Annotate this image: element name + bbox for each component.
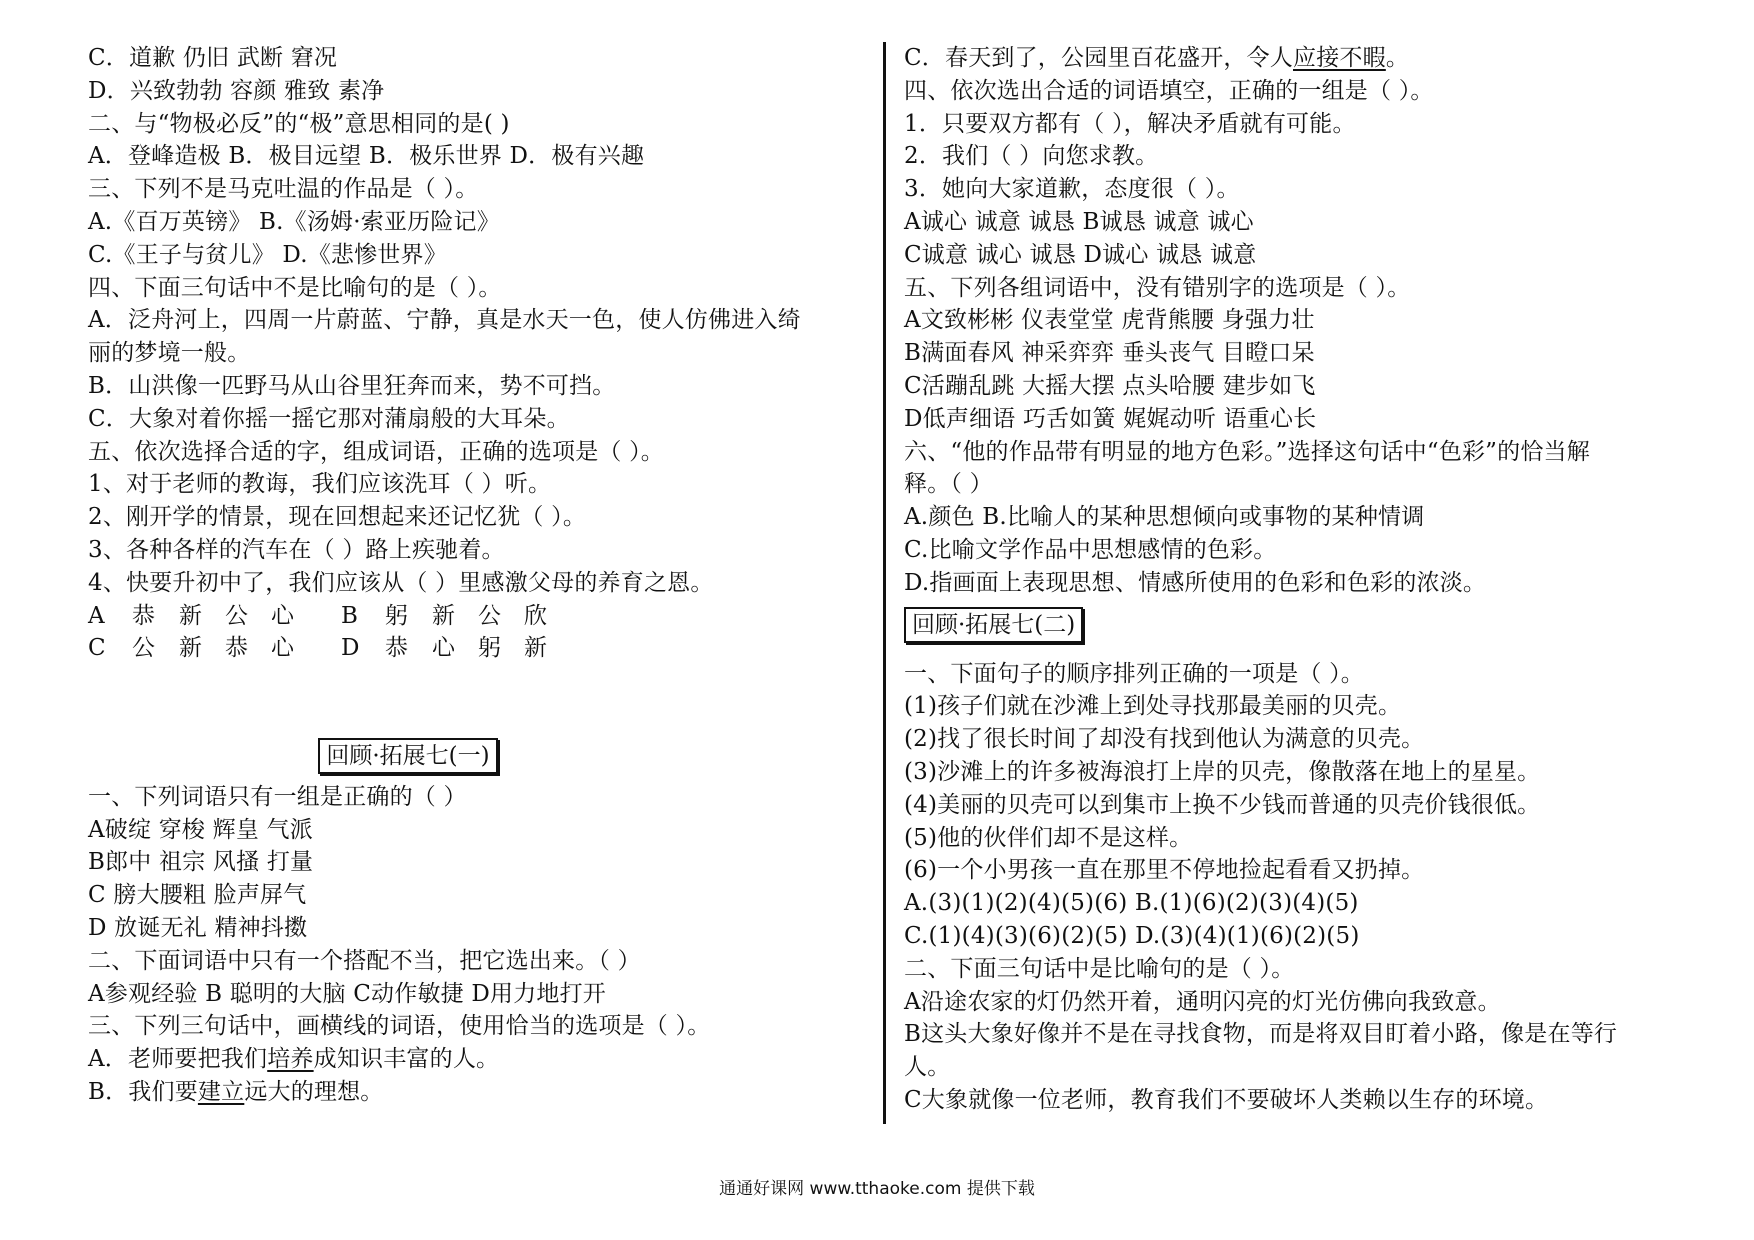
choice-cell: B — [341, 602, 358, 629]
text-line: 六、“他的作品带有明显的地方色彩。”选择这句话中“色彩”的恰当解 — [904, 438, 1590, 465]
right-top-questions — [904, 75, 1694, 600]
text-line: D 放诞无礼 精神抖擞 — [88, 914, 308, 941]
choice-cell: 新 — [179, 635, 202, 662]
text-line: 二、下面三句话中是比喻句的是（ ）。 — [904, 955, 1295, 982]
text-line: 二、与“物极必反”的“极”意思相同的是( ) — [88, 110, 510, 137]
text-line: 2．我们（ ）向您求教。 — [904, 143, 1159, 170]
choice-cell: A — [88, 602, 105, 629]
text-line: 一、下面句子的顺序排列正确的一项是（ ）。 — [904, 660, 1365, 687]
choice-cell: 恭 — [225, 635, 248, 662]
text-line: C大象就像一位老师，教育我们不要破坏人类赖以生存的环境。 — [904, 1086, 1549, 1113]
right-section-questions — [904, 658, 1694, 1117]
footer-credit: 通通好课网 www.tthaoke.com 提供下载 — [719, 1179, 1035, 1199]
section-title-7-2: 回顾·拓展七(二) — [904, 607, 1083, 643]
choice-cell: C — [88, 635, 106, 662]
choice-cell: 新 — [524, 635, 547, 662]
text-line: 3、各种各样的汽车在（ ）路上疾驰着。 — [88, 536, 505, 563]
choice-cell: 公 — [478, 602, 501, 629]
text-line: A.《百万英镑》 B.《汤姆·索亚历险记》 — [88, 208, 500, 235]
underline-sentence-c: C．春天到了，公园里百花盛开，令人应接不暇。 — [904, 45, 1410, 71]
text-line: 四、依次选出合适的词语填空，正确的一组是（ ）。 — [904, 77, 1434, 104]
text-line: 释。（ ） — [904, 471, 993, 498]
text-line: B．山洪像一匹野马从山谷里狂奔而来，势不可挡。 — [88, 372, 616, 399]
underlined-word: 培养 — [267, 1046, 314, 1073]
text-line: A文致彬彬 仪表堂堂 虎背熊腰 身强力壮 — [904, 307, 1315, 334]
text-line: 3．她向大家道歉，态度很（ ）。 — [904, 176, 1240, 203]
choice-cell: 恭 — [132, 602, 155, 629]
underline-sentence-a: A．老师要把我们培养成知识丰富的人。 — [88, 1046, 500, 1073]
text-line: C．道歉 仍旧 武断 窘况 — [88, 45, 338, 71]
text-line: 一、下列词语只有一组是正确的（ ） — [88, 783, 467, 810]
text-line: C.比喻文学作品中思想感情的色彩。 — [904, 536, 1277, 563]
text-line: C 膀大腰粗 脸声屏气 — [88, 882, 307, 909]
text-line: (5)他的伙伴们却不是这样。 — [904, 824, 1193, 851]
choice-cell: D — [341, 635, 360, 662]
choice-cell: 心 — [271, 635, 294, 662]
text-line: (6)一个小男孩一直在那里不停地捡起看看又扔掉。 — [904, 857, 1425, 884]
text-line: C.(1)(4)(3)(6)(2)(5) D.(3)(4)(1)(6)(2)(5) — [904, 922, 1360, 949]
text-line: C．大象对着你摇一摇它那对蒲扇般的大耳朵。 — [88, 405, 570, 432]
column-divider — [883, 42, 886, 1124]
left-column — [88, 42, 878, 1109]
text-line: 人。 — [904, 1054, 951, 1081]
choice-cell: 公 — [225, 602, 248, 629]
text-line: 1．只要双方都有（ ），解决矛盾就有可能。 — [904, 110, 1356, 137]
text-line: C.《王子与贫儿》 D.《悲惨世界》 — [88, 241, 447, 268]
text-line: A参观经验 B 聪明的大脑 C动作敏捷 D用力地打开 — [88, 980, 606, 1007]
text-line: 丽的梦境一般。 — [88, 340, 251, 367]
text-line: 1、对于老师的教诲，我们应该洗耳（ ）听。 — [88, 471, 552, 498]
text-line: (3)沙滩上的许多被海浪打上岸的贝壳，像散落在地上的星星。 — [904, 758, 1541, 785]
choice-cell: 欣 — [524, 602, 547, 629]
choice-cell: 躬 — [385, 602, 408, 629]
choice-row — [88, 632, 878, 665]
text-line: 五、下列各组词语中，没有错别字的选项是（ ）。 — [904, 274, 1411, 301]
text-line: B满面春风 神采弈弈 垂头丧气 目瞪口呆 — [904, 340, 1315, 367]
text-line: A破绽 穿梭 辉皇 气派 — [88, 816, 313, 843]
left-top-questions — [88, 42, 878, 600]
text-line: D低声细语 巧舌如簧 娓娓动听 语重心长 — [904, 405, 1317, 432]
text-line: (1)孩子们就在沙滩上到处寻找那最美丽的贝壳。 — [904, 693, 1402, 720]
text-line: C诚意 诚心 诚恳 D诚心 诚恳 诚意 — [904, 241, 1257, 268]
text-line: (4)美丽的贝壳可以到集市上换不少钱而普通的贝壳价钱很低。 — [904, 791, 1541, 818]
choice-cell: 新 — [432, 602, 455, 629]
text-line: D.指画面上表现思想、情感所使用的色彩和色彩的浓淡。 — [904, 569, 1487, 596]
text-line: 四、下面三句话中不是比喻句的是（ ）。 — [88, 274, 502, 301]
choice-row — [88, 600, 878, 633]
section-title-7-1: 回顾·拓展七(一) — [318, 738, 497, 774]
choice-cell: 新 — [179, 602, 202, 629]
choice-cell: 公 — [132, 635, 155, 662]
char-choice-table — [88, 600, 878, 666]
choice-cell: 恭 — [385, 635, 408, 662]
choice-cell: 躬 — [478, 635, 501, 662]
text-line: D．兴致勃勃 容颜 雅致 素净 — [88, 77, 385, 104]
text-line: (2)找了很长时间了却没有找到他认为满意的贝壳。 — [904, 726, 1425, 753]
text-line: A诚心 诚意 诚恳 B诚恳 诚意 诚心 — [904, 208, 1254, 235]
text-line: A．登峰造极 B．极目远望 B．极乐世界 D．极有兴趣 — [88, 143, 645, 170]
underlined-word: 建立 — [197, 1078, 245, 1105]
text-line: 五、依次选择合适的字，组成词语，正确的选项是（ ）。 — [88, 438, 665, 465]
text-line: A.颜色 B.比喻人的某种思想倾向或事物的某种情调 — [904, 504, 1425, 531]
text-line: A．泛舟河上，四周一片蔚蓝、宁静，真是水天一色，使人仿佛进入绮 — [88, 307, 801, 334]
text-line: A.(3)(1)(2)(4)(5)(6) B.(1)(6)(2)(3)(4)(5) — [904, 890, 1359, 917]
left-section-questions — [88, 781, 878, 1043]
choice-cell: 心 — [432, 635, 455, 662]
text-line: 三、下列三句话中，画横线的词语，使用恰当的选项是（ ）。 — [88, 1013, 711, 1040]
text-line: 2、刚开学的情景，现在回想起来还记忆犹（ ）。 — [88, 504, 587, 531]
text-line: B郎中 祖宗 风搔 打量 — [88, 849, 314, 876]
text-line: 二、下面词语中只有一个搭配不当，把它选出来。（ ） — [88, 947, 641, 974]
text-line: 三、下列不是马克吐温的作品是（ ）。 — [88, 176, 479, 203]
choice-cell: 心 — [271, 602, 294, 629]
text-line: 4、快要升初中了，我们应该从（ ）里感激父母的养育之恩。 — [88, 569, 714, 596]
right-column — [904, 42, 1694, 1117]
text-line: B这头大象好像并不是在寻找食物，而是将双目盯着小路，像是在等行 — [904, 1021, 1618, 1048]
underlined-word: 应接不暇 — [1293, 45, 1386, 71]
text-line: C活蹦乱跳 大摇大摆 点头哈腰 建步如飞 — [904, 372, 1316, 399]
text-line: A沿途农家的灯仍然开着，通明闪亮的灯光仿佛向我致意。 — [904, 988, 1501, 1015]
underline-sentence-b: B．我们要建立远大的理想。 — [88, 1078, 384, 1105]
